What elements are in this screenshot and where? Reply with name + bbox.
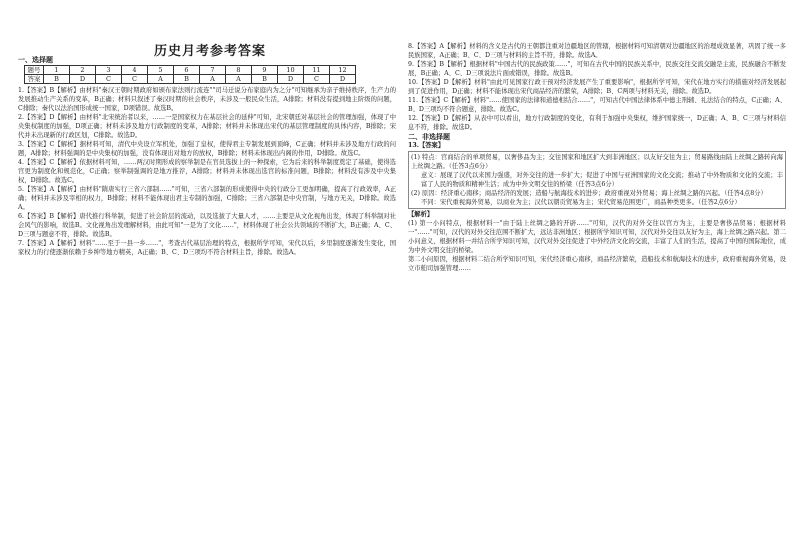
answer-table-number-row bbox=[25, 66, 356, 75]
page-title: 历史月考参考答案 bbox=[153, 44, 266, 59]
number-cell: 6 bbox=[174, 66, 200, 75]
analysis-label: 【解析】 bbox=[408, 211, 434, 218]
answer-cell: D bbox=[278, 75, 304, 84]
explanation-paragraph: 4.【答案】C【解析】依据材料可知，……两汉时期形成的察举制是在官员选拔上的一种探索，它为后来的科举制度奠定了基础，使得选官更为制度化和规范化，C正确；察举制强调的是地方推荐，A排除；材料并未体现出选官的标准问题，B排除；材料没有涉及中央集权，D排除。故选C。 bbox=[18, 159, 396, 184]
answer-cell: A bbox=[148, 75, 174, 84]
explanation-paragraph: 2.【答案】D【解析】由材料"北宋统治者以来，……一是国家权力在基层社会的延伸"可知，北宋朝廷对基层社会的管理加强，体现了中央集权制度的加强，D项正确；材料未涉及地方行政制度的变革，A排除；材料并未体现出宋代的基层管理制度的具体内容，B排除；宋代并未出现新的行政区划，C排除。故选D。 bbox=[18, 114, 396, 139]
left-column bbox=[18, 42, 396, 257]
number-cell: 12 bbox=[330, 66, 356, 75]
section-heading-choice: 一、选择题 bbox=[18, 55, 53, 64]
answer-cell: D bbox=[70, 75, 96, 84]
explanation-paragraph: 10.【答案】D【解析】材料"由此可见国家行政干预对经济发展产生了重要影响"，根据所学可知，宋代在地方实行的措施对经济发展起到了促进作用，D正确；材料不能体现出宋代商品经济的繁荣，A排除；B、C两项与材料无关，排除。故选D。 bbox=[408, 79, 786, 95]
analysis-paragraph: (1) 第一小问特点，根据材料一"由于陆上丝绸之路的开辟……"可知，汉代的对外交往以官方为主，主要是奢侈品贸易；根据材料一"……"可知，汉代的对外交往范围不断扩大，远达非洲地区；根据所学知识可知，汉代对外交往以友好为主，海上丝绸之路兴起。第二小问意义，根据材料一并结合所学知识可知，汉代对外交往促进了中外经济文化的交流，丰富了人们的生活，提高了中国的国际地位，成为中外文明交往的桥梁。 bbox=[408, 220, 786, 254]
answer-cell: D bbox=[330, 75, 356, 84]
explanation-paragraph: 9.【答案】B【解析】根据材料"中国古代的民族政策……"，可知在古代中国的民族关系中，民族交往交流交融是主流，民族融合不断发展，B正确；A、C、D三项说法片面或错误，排除。故选B。 bbox=[408, 61, 786, 77]
explanation-paragraph: 5.【答案】A【解析】由材料"隋唐实行三省六部制……"可知，三省六部制的形成使得中央的行政分工更加明确，提高了行政效率，A正确；材料并未涉及宰相的权力，B排除；材料不能体现出君主专制的加强，C排除；三省六部制是中央官制，与地方无关，D排除。故选A。 bbox=[18, 186, 396, 211]
answer-cell: C bbox=[96, 75, 122, 84]
number-cell: 1 bbox=[44, 66, 70, 75]
number-cell: 7 bbox=[200, 66, 226, 75]
number-cell: 4 bbox=[122, 66, 148, 75]
number-cell: 8 bbox=[226, 66, 252, 75]
question-13-label: 13.【答案】 bbox=[408, 142, 445, 149]
explanation-paragraph: 11.【答案】C【解析】材料"……使国家的法律和道德相结合……"，可知古代中国法律体系中德主刑辅、礼法结合的特点，C正确；A、B、D三项均不符合题意，排除。故选C。 bbox=[408, 97, 786, 113]
explanation-paragraph: 3.【答案】C【解析】据材料可知，清代中央设立军机处，加强了皇权，使得君主专制发展到顶峰，C正确；材料并未涉及地方行政的问题，A排除；材料强调的是中央集权的加强，没有体现出对地方的放权，B排除；材料未体现出内阁的作用，D排除。故选C。 bbox=[18, 141, 396, 157]
number-cell: 2 bbox=[70, 66, 96, 75]
number-cell: 10 bbox=[278, 66, 304, 75]
number-cell: 9 bbox=[252, 66, 278, 75]
answer-table bbox=[24, 65, 356, 84]
answer-box bbox=[408, 151, 786, 209]
number-cell: 3 bbox=[96, 66, 122, 75]
answer-cell: C bbox=[122, 75, 148, 84]
answer-line: 意义：展现了汉代以来国力强盛，对外交往的进一步扩大；促进了中国与亚洲国家的文化交流；推动了中外物质和文化的交流；丰富了人民的物质和精神生活；成为中外文明交往的桥梁（任答3点6分） bbox=[421, 172, 783, 188]
answer-cell: B bbox=[44, 75, 70, 84]
explanation-paragraph: 1.【答案】B【解析】由材料"秦汉王朝时期政府如颁布家法则行流连""司马迁说分布家庭内为之分"可知继承为亲子维持秩序，生产力的发展推动生产关系的变革，B正确；材料只叙述了秦汉时期的社会秩序，未涉及一般民众生活，A排除；材料没有提到地主阶级的问题，C排除；秦代以法治国形成统一国家，D项错误。故选B。 bbox=[18, 87, 396, 112]
right-column bbox=[408, 42, 786, 273]
answer-cell: B bbox=[174, 75, 200, 84]
explanation-paragraph: 12.【答案】D【解析】从表中可以看出，地方行政制度的变化，有利于加强中央集权，维护国家统一，D正确；A、B、C三项与材料信息不符，排除。故选D。 bbox=[408, 115, 786, 131]
answer-cell: B bbox=[252, 75, 278, 84]
answer-cell: A bbox=[200, 75, 226, 84]
answer-line: (1) 特点：官商结合的单项贸易，以奢侈品为主；交往国家和地区扩大到非洲地区；以友好交往为主；贸易路线由陆上丝绸之路转向海上丝绸之路。（任答3点6分） bbox=[411, 154, 783, 170]
explanation-paragraph: 6.【答案】B【解析】唐代推行科举制，促进了社会阶层的流动，以及选拔了大量人才，……主要是从文化视角出发，体现了科举制对社会风气的影响，故选B。文化视角出发理解材料，由此可知"一是为了文化……"，材料体现了社会公共领域的不断扩大，B正确；A、C、D三项与题意不符，排除。故选B。 bbox=[18, 213, 396, 238]
answer-line: (2) 原因：经济重心南移；商品经济的发展；造船与航海技术的进步；政府重视对外贸易；海上丝绸之路的兴起。（任答4点8分） bbox=[411, 190, 767, 197]
answer-line: 不同：宋代重视海外贸易，以商业为主；汉代以朝贡贸易为主；宋代贸易范围更广，商品种类更多。（任答2点6分） bbox=[421, 199, 741, 206]
analysis-paragraph: 第二小问原因，根据材料二结合所学知识可知，宋代经济重心南移，商品经济繁荣，造船技术和航海技术的进步，政府重视海外贸易，设立市舶司加强管理…… bbox=[408, 256, 786, 272]
answer-header-cell: 答案 bbox=[25, 75, 44, 84]
explanation-paragraph: 8.【答案】A【解析】材料的含义是古代的王朝都注重对边疆地区的管辖，根据材料可知清朝对边疆地区的治理成效显著，巩固了统一多民族国家，A正确；B、C、D三项与材料的主旨不符，排除。故选A。 bbox=[408, 43, 786, 59]
section-heading-essay: 二、非选择题 bbox=[408, 132, 450, 141]
answer-table-answer-row bbox=[25, 75, 356, 84]
answer-cell: A bbox=[226, 75, 252, 84]
number-cell: 5 bbox=[148, 66, 174, 75]
explanation-paragraph: 7.【答案】A【解析】材料"……至于一县一乡……"，考查古代基层治理的特点，根据所学可知，宋代以后，乡里制度逐渐发生变化，国家权力的行使逐渐依赖于乡绅等地方精英，A正确；B、C、D三项均不符合材料主旨，排除。故选A。 bbox=[18, 240, 396, 256]
number-cell: 11 bbox=[304, 66, 330, 75]
number-header-cell: 题号 bbox=[25, 66, 44, 75]
answer-cell: C bbox=[304, 75, 330, 84]
